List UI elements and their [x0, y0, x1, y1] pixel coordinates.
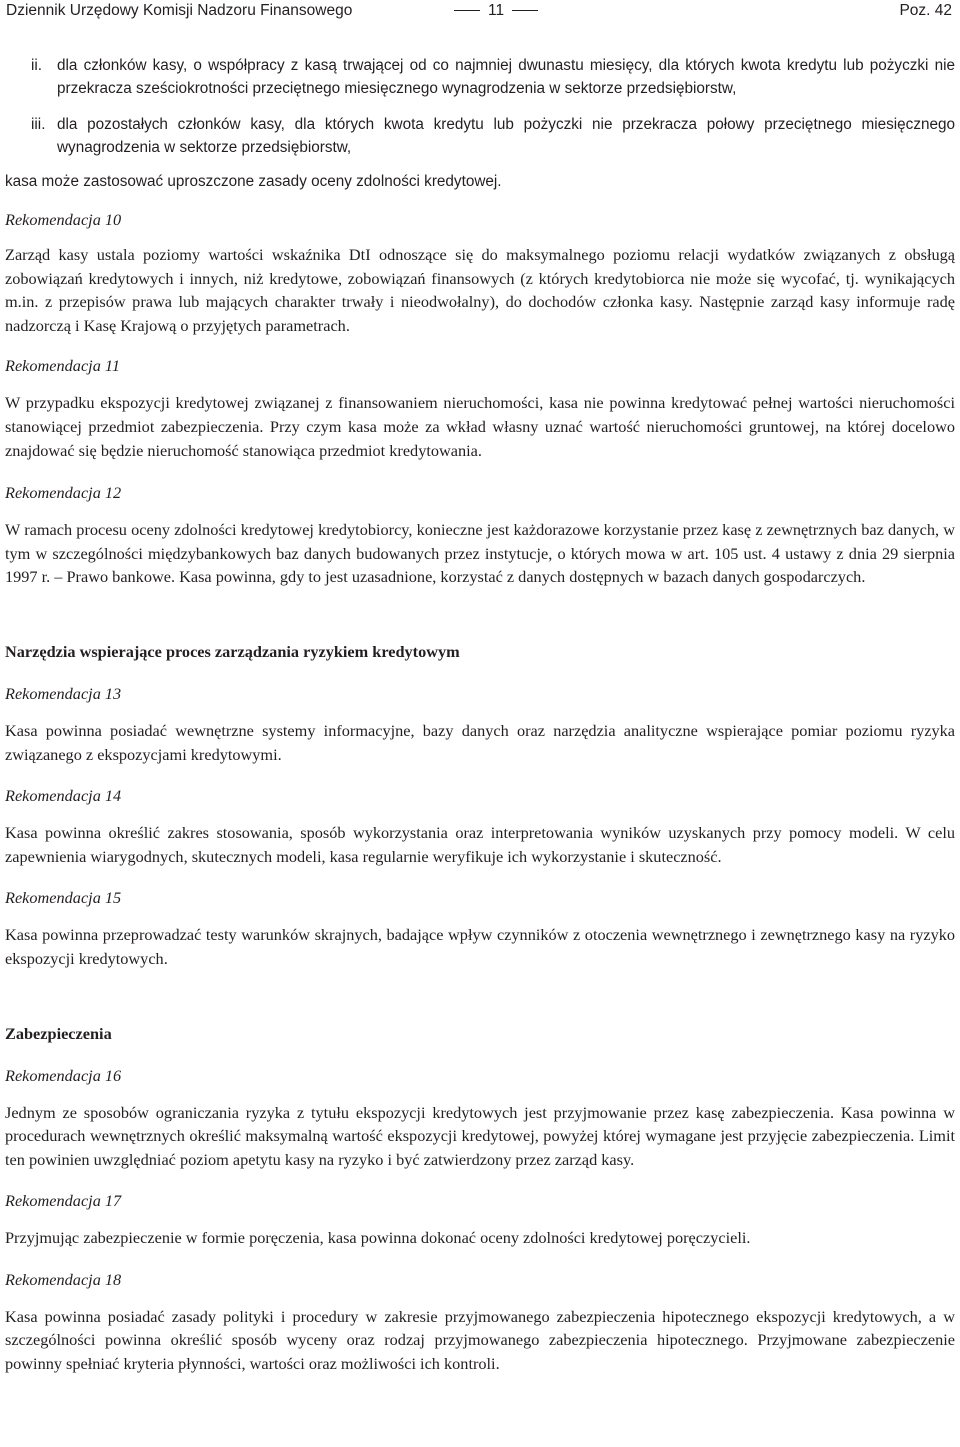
rec15-title: Rekomendacja 15: [5, 888, 122, 908]
rec11-title: Rekomendacja 11: [5, 356, 120, 376]
journal-title: Dziennik Urzędowy Komisji Nadzoru Finansowego: [6, 2, 353, 19]
list-text-iii: dla pozostałych członków kasy, dla których kwota kredytu lub pożyczki nie przekracza połowy przeciętnego miesięcznego wynagrodzenia w sektorze przedsiębiorstw,: [57, 116, 955, 156]
rec13-title: Rekomendacja 13: [5, 683, 122, 703]
rec17-text: Przyjmując zabezpieczenie w formie poręczenia, kasa powinna dokonać oceny zdolności kredytowej poręczycieli.: [5, 1228, 751, 1248]
rec16-text: Jednym ze sposobów ograniczania ryzyka z tytułu ekspozycji kredytowych jest przyjmowanie przez kasę zabezpieczenia. Kasa powinna w procedurach wewnętrznych określić maksymalną wartość ekspozycji kredytowej, powyżej której wymagane jest przyjęcie zabezpieczenia. Limit ten powinien uwzględniać poziom apetytu kasy na ryzyko i być zatwierdzony przez zarząd kasy.: [5, 1102, 955, 1169]
rec14-text: Kasa powinna określić zakres stosowania, sposób wykorzystania oraz interpretowania wyników uzyskanych przy pomocy modeli. W celu zapewnienia wiarygodnych, skutecznych modeli, kasa regularnie weryfikuje ich wykorzystanie i skuteczność.: [5, 823, 955, 866]
rec10-text: Zarząd kasy ustala poziomy wartości wskaźnika DtI odnoszące się do maksymalnego poziomu relacji wydatków związanych z obsługą zobowiązań kredytowych i innych, niż kredytowe, zobowiązań finansowych (z których kredytobiorca nie może się wycofać, tj. wynikających m.in. z przepisów prawa lub mających charakter trwały i nieodwołalny), do dochodów członka kasy. Następnie zarząd kasy informuje radę nadzorczą i Kasę Krajową o przyjętych parametrach.: [5, 245, 955, 335]
rec18-text: Kasa powinna posiadać zasady polityki i procedury w zakresie przyjmowanego zabezpieczenia hipotecznego ekspozycji kredytowych, a w szczególności powinna określić sposób wyceny oraz rodzaj przyjmowanego zabezpieczenia hipotecznego. Przyjmowane zabezpieczenie powinny spełniać kryteria płynności, wartości oraz możliwości ich kontroli.: [5, 1306, 955, 1374]
rec15-text: Kasa powinna przeprowadzać testy warunków skrajnych, badające wpływ czynników z otoczenia wewnętrznego i zewnętrznego kasy na ryzyko ekspozycji kredytowych.: [5, 925, 955, 968]
list-item-ii: [5, 54, 955, 100]
rec13-text: Kasa powinna posiadać wewnętrzne systemy informacyjne, bazy danych oraz narzędzia analityczne wspierające pomiar poziomu ryzyka związanego z ekspozycjami kredytowymi.: [5, 720, 955, 764]
section-title-credit-risk-tools: Narzędzia wspierające proces zarządzania ryzykiem kredytowym: [5, 641, 460, 661]
rec18-title: Rekomendacja 18: [5, 1269, 122, 1289]
list-marker-iii: iii.: [31, 116, 46, 133]
document-body: [5, 54, 955, 1376]
rec12-title: Rekomendacja 12: [5, 483, 122, 503]
dash-left: [454, 10, 480, 11]
page-number: [446, 2, 546, 20]
rec14-title: Rekomendacja 14: [5, 786, 122, 806]
list-conclusion: kasa może zastosować uproszczone zasady oceny zdolności kredytowej.: [5, 173, 502, 190]
position-number: Poz. 42: [899, 2, 952, 19]
rec17-title: Rekomendacja 17: [5, 1191, 122, 1211]
page-number-value: 11: [488, 2, 505, 19]
rec16-title: Rekomendacja 16: [5, 1065, 122, 1085]
rec12-text: W ramach procesu oceny zdolności kredytowej kredytobiorcy, konieczne jest każdorazowe korzystanie przez kasę z zewnętrznych baz danych, w tym w szczególności międzybankowych baz danych budowanych przez instytucje, o których mowa w art. 105 ust. 4 ustawy z dnia 29 sierpnia 1997 r. – Prawo bankowe. Kasa powinna, gdy to jest uzasadnione, korzystać z danych dostępnych w bazach danych gospodarczych.: [5, 520, 955, 587]
list-item-iii: [5, 113, 955, 159]
list-text-ii: dla członków kasy, o współpracy z kasą trwającej od co najmniej dwunastu miesięcy, dla których kwota kredytu lub pożyczki nie przekracza sześciokrotności przeciętnego miesięcznego wynagrodzenia w sektorze przedsiębiorstw,: [57, 57, 955, 97]
dash-right: [512, 10, 538, 11]
rec11-text: W przypadku ekspozycji kredytowej związanej z finansowaniem nieruchomości, kasa nie powinna kredytować pełnej wartości nieruchomości stanowiącej przedmiot zabezpieczenia. Przy czym kasa może za wkład własny uznać wartość nieruchomości gruntowej, na której docelowo znajdować się będzie nieruchomość stanowiąca przedmiot kredytowania.: [5, 393, 955, 460]
rec10-title: Rekomendacja 10: [5, 210, 122, 229]
section-title-collateral: Zabezpieczenia: [5, 1023, 112, 1043]
list-marker-ii: ii.: [31, 57, 43, 74]
page-header: [6, 2, 952, 26]
